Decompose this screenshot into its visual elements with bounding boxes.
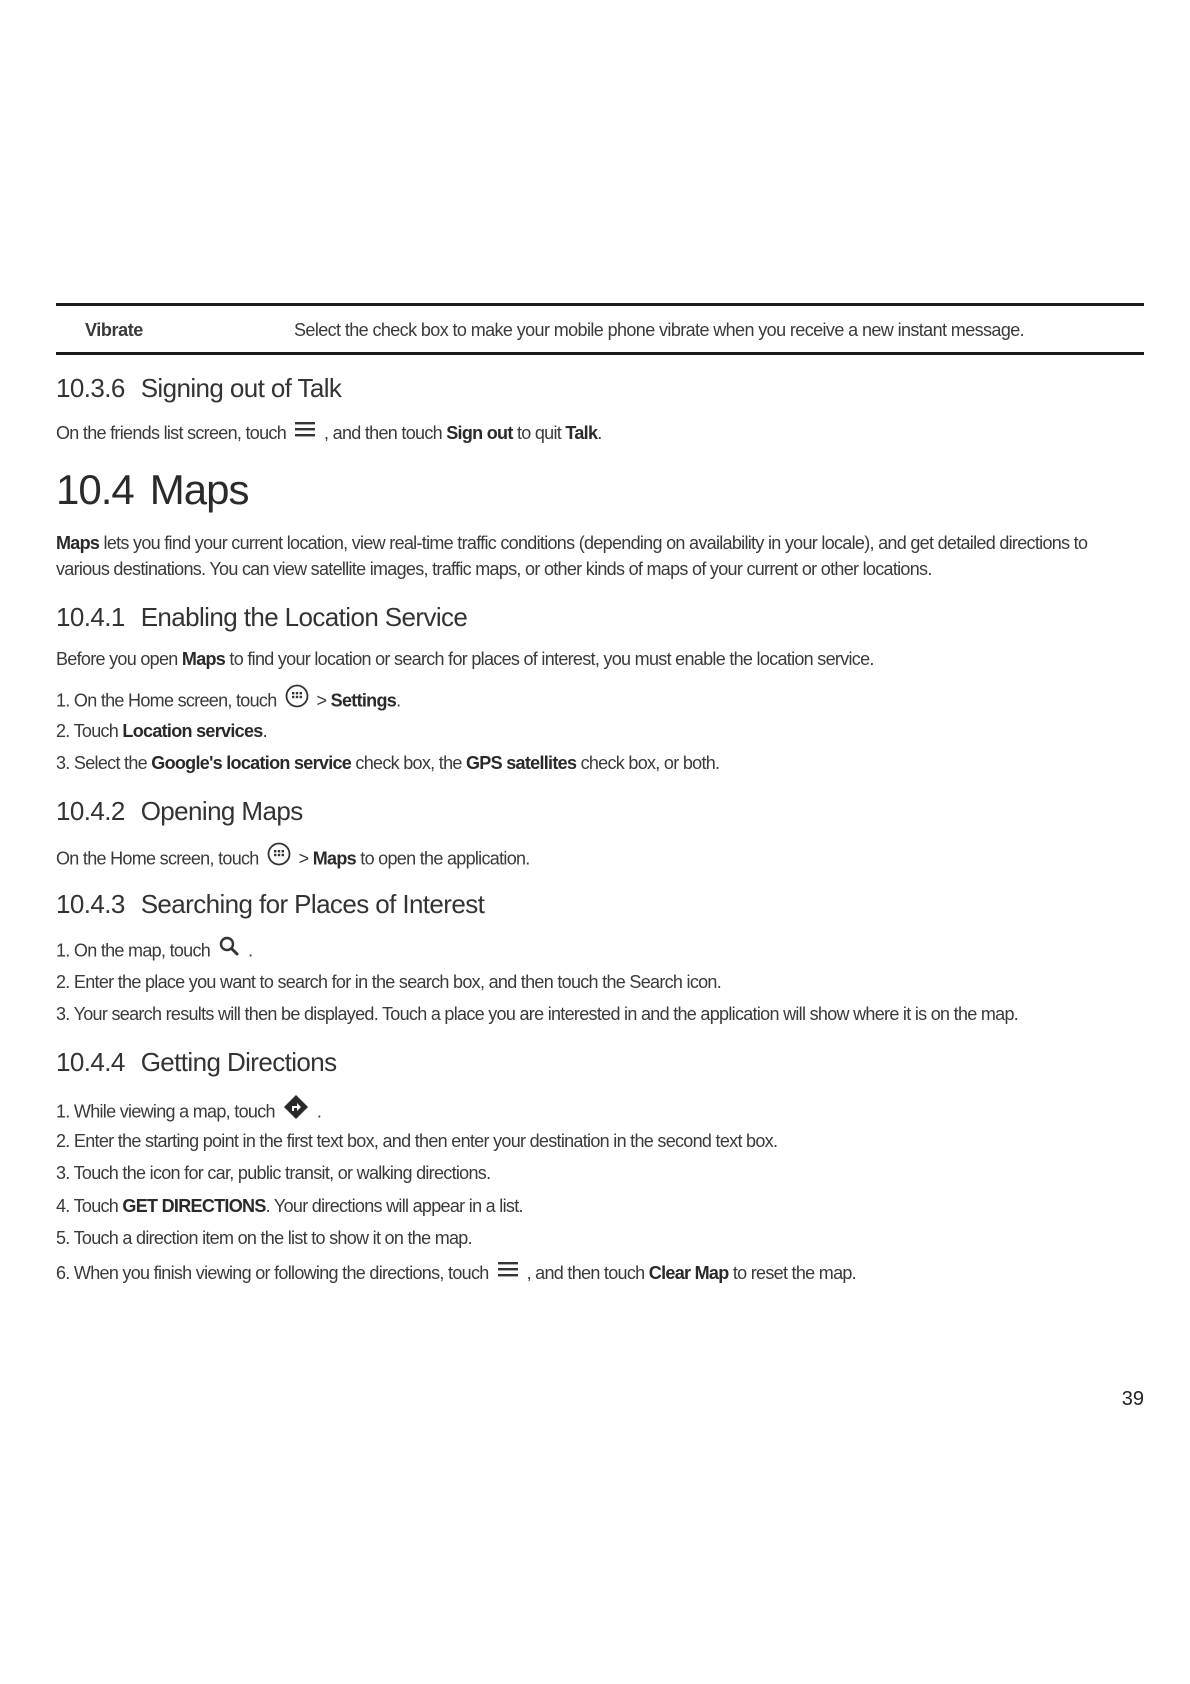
text: to open the application.	[355, 848, 530, 869]
list-item: 2. Enter the place you want to search for in the search box, and then touch the Search icon.	[56, 972, 722, 992]
text: , and then touch	[324, 423, 447, 443]
list-item	[56, 1193, 523, 1219]
text: 3. Select the	[56, 753, 152, 773]
list-item: 5. Touch a direction item on the list to show it on the map.	[56, 1228, 472, 1248]
bold-text: Clear Map	[648, 1263, 729, 1283]
section-number: 10.4.3	[56, 889, 125, 919]
section-title: Enabling the Location Service	[140, 602, 468, 632]
list-item: 3. Touch the icon for car, public transit, or walking directions.	[56, 1163, 491, 1183]
text: , and then touch	[526, 1263, 649, 1283]
heading-10-4-4	[56, 1047, 337, 1078]
text: to reset the map.	[728, 1263, 856, 1283]
text: .	[316, 1101, 322, 1122]
bold-text: Google's location service	[151, 753, 352, 773]
heading-10-4-1	[56, 602, 467, 633]
text: 4. Touch	[56, 1196, 123, 1216]
heading-10-4-3	[56, 889, 484, 920]
table-row-label: Vibrate	[85, 320, 143, 340]
all-apps-icon	[267, 842, 291, 873]
section-title: Getting Directions	[140, 1047, 337, 1077]
text: On the friends list screen, touch	[56, 423, 287, 443]
section-number: 10.4	[56, 466, 134, 513]
list-item: 2. Enter the starting point in the first text box, and then enter your destination in the second text box.	[56, 1131, 778, 1151]
section-title: Signing out of Talk	[140, 373, 342, 403]
bold-text: Maps	[312, 848, 356, 869]
list-item	[56, 686, 400, 717]
bold-text: GET DIRECTIONS	[122, 1196, 266, 1216]
bold-text: Settings	[330, 690, 397, 711]
search-icon	[218, 935, 240, 964]
list-item	[56, 1096, 321, 1129]
text: Before you open	[56, 649, 182, 669]
text: 1. While viewing a map, touch	[56, 1101, 275, 1122]
text: >	[316, 690, 331, 711]
text: .	[396, 690, 401, 711]
text: check box, or both.	[576, 753, 720, 773]
section-number: 10.3.6	[56, 373, 125, 403]
section-title: Opening Maps	[140, 796, 303, 826]
paragraph-location-intro	[56, 646, 874, 672]
page-number: 39	[1121, 1388, 1144, 1410]
text: .	[262, 721, 267, 741]
text: check box, the	[351, 753, 466, 773]
paragraph-opening-maps	[56, 844, 530, 875]
section-title: Searching for Places of Interest	[140, 889, 485, 919]
document-page	[56, 0, 1144, 1684]
directions-icon	[283, 1094, 309, 1127]
list-item: 3. Your search results will then be displayed. Touch a place you are interested in and the application will show where it is on the map.	[56, 1004, 1019, 1024]
text: lets you find your current location, view real-time traffic conditions (depending on availability in your locale), and get detailed directions to various destinations. You can view satellite images, traffic maps, or other kinds of maps of your current or other locations.	[56, 533, 1088, 579]
text: to quit	[512, 423, 566, 443]
menu-icon	[294, 419, 316, 445]
menu-icon	[497, 1259, 519, 1285]
text: to find your location or search for places of interest, you must enable the location service.	[225, 649, 874, 669]
text: 6. When you finish viewing or following the directions, touch	[56, 1263, 489, 1283]
list-item	[56, 750, 719, 776]
text: On the Home screen, touch	[56, 848, 259, 869]
settings-table	[56, 303, 1144, 355]
paragraph-signing-out	[56, 420, 602, 447]
heading-10-3-6	[56, 373, 341, 404]
section-number: 10.4.2	[56, 796, 125, 826]
list-item	[56, 1260, 856, 1287]
text: 2. Touch	[56, 721, 123, 741]
list-item	[56, 718, 267, 744]
heading-10-4	[56, 466, 248, 514]
list-item	[56, 937, 252, 966]
bold-text: Maps	[181, 649, 226, 669]
text: 1. On the Home screen, touch	[56, 690, 277, 711]
bold-text: Talk	[565, 423, 598, 443]
bold-text: GPS satellites	[466, 753, 577, 773]
section-number: 10.4.1	[56, 602, 125, 632]
heading-10-4-2	[56, 796, 303, 827]
text: . Your directions will appear in a list.	[265, 1196, 523, 1216]
bold-text: Location services	[122, 721, 263, 741]
bold-text: Maps	[56, 533, 100, 553]
section-number: 10.4.4	[56, 1047, 125, 1077]
text: 1. On the map, touch	[56, 940, 211, 961]
bold-text: Sign out	[446, 423, 513, 443]
all-apps-icon	[285, 684, 309, 715]
paragraph-maps-intro	[56, 530, 1144, 582]
table-row-description: Select the check box to make your mobile phone vibrate when you receive a new instant message.	[294, 320, 1025, 340]
text: .	[248, 940, 253, 961]
section-title: Maps	[149, 466, 249, 513]
text: .	[597, 423, 602, 443]
text: >	[298, 848, 313, 869]
